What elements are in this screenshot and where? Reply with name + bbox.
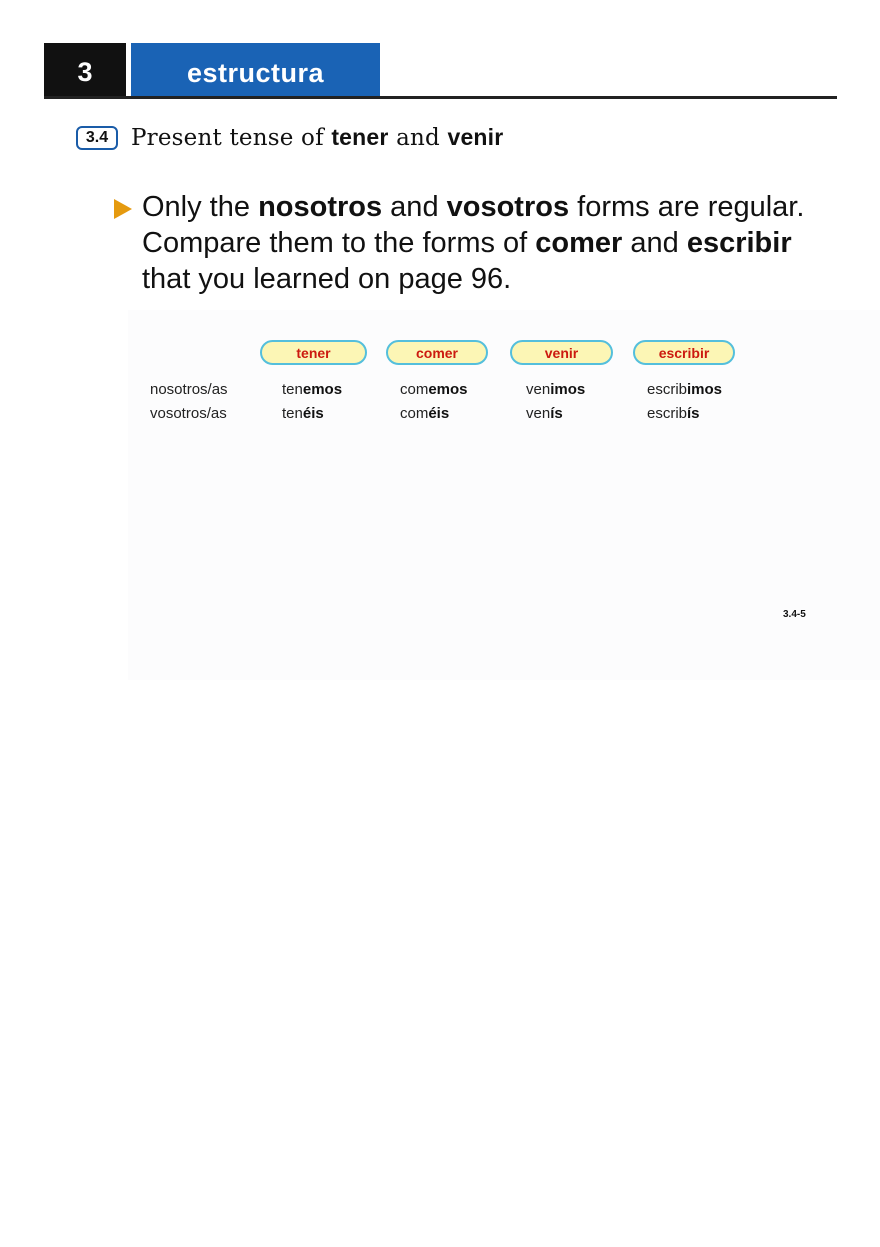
form-stem: escrib: [647, 381, 688, 398]
form-ending: emos: [428, 381, 468, 398]
bullet-arrow-icon: [114, 199, 132, 219]
form-teneis: [282, 405, 324, 422]
form-escribimos: [647, 381, 722, 398]
form-ending: ís: [550, 405, 563, 422]
form-ending: imos: [687, 381, 723, 398]
row-label-nosotros: nosotros/as: [150, 381, 228, 398]
form-comeis: [400, 405, 449, 422]
verb-header-tener: tener: [260, 340, 367, 365]
form-stem: com: [400, 405, 429, 422]
form-stem: ven: [526, 405, 551, 422]
section-title: [131, 124, 503, 151]
form-ending: emos: [302, 381, 343, 398]
bullet-bold-nosotros: nosotros: [258, 191, 383, 223]
form-comemos: [400, 381, 468, 398]
form-ending: éis: [428, 405, 450, 422]
bullet-text: [142, 189, 822, 297]
form-stem: com: [400, 381, 429, 398]
bullet-text-part: forms are regular. Compare them to the forms of: [142, 191, 805, 259]
header-divider: [44, 96, 837, 99]
form-ending: éis: [302, 405, 324, 422]
form-ending: ís: [687, 405, 700, 422]
bullet-bold-comer: comer: [535, 227, 623, 259]
row-label-vosotros: vosotros/as: [150, 405, 227, 422]
form-escribis: [647, 405, 700, 422]
form-stem: ten: [282, 405, 303, 422]
bullet-bold-vosotros: vosotros: [446, 191, 570, 223]
section-number-badge: 3.4: [76, 126, 118, 150]
form-ending: imos: [550, 381, 586, 398]
form-stem: ven: [526, 381, 551, 398]
form-venimos: [526, 381, 585, 398]
section-title-verb2: venir: [447, 124, 504, 150]
form-stem: escrib: [647, 405, 688, 422]
bullet-text-part: Only the: [142, 191, 259, 223]
form-tenemos: [282, 381, 342, 398]
bullet-text-part: and: [382, 191, 447, 223]
chapter-label: estructura: [131, 43, 380, 97]
bullet-bold-escribir: escribir: [686, 227, 792, 259]
conjugation-figure-panel: [128, 310, 880, 680]
bullet-text-part: that you learned on page 96.: [142, 263, 512, 295]
bullet-text-part: and: [622, 227, 687, 259]
form-venis: [526, 405, 563, 422]
verb-header-comer: comer: [386, 340, 488, 365]
section-title-conjunction: and: [388, 125, 448, 151]
form-stem: ten: [282, 381, 303, 398]
section-title-prefix: Present tense of: [131, 125, 332, 151]
chapter-number: 3: [44, 43, 126, 97]
verb-header-venir: venir: [510, 340, 613, 365]
figure-reference: 3.4-5: [783, 609, 806, 620]
verb-header-escribir: escribir: [633, 340, 735, 365]
section-title-verb1: tener: [331, 124, 389, 150]
